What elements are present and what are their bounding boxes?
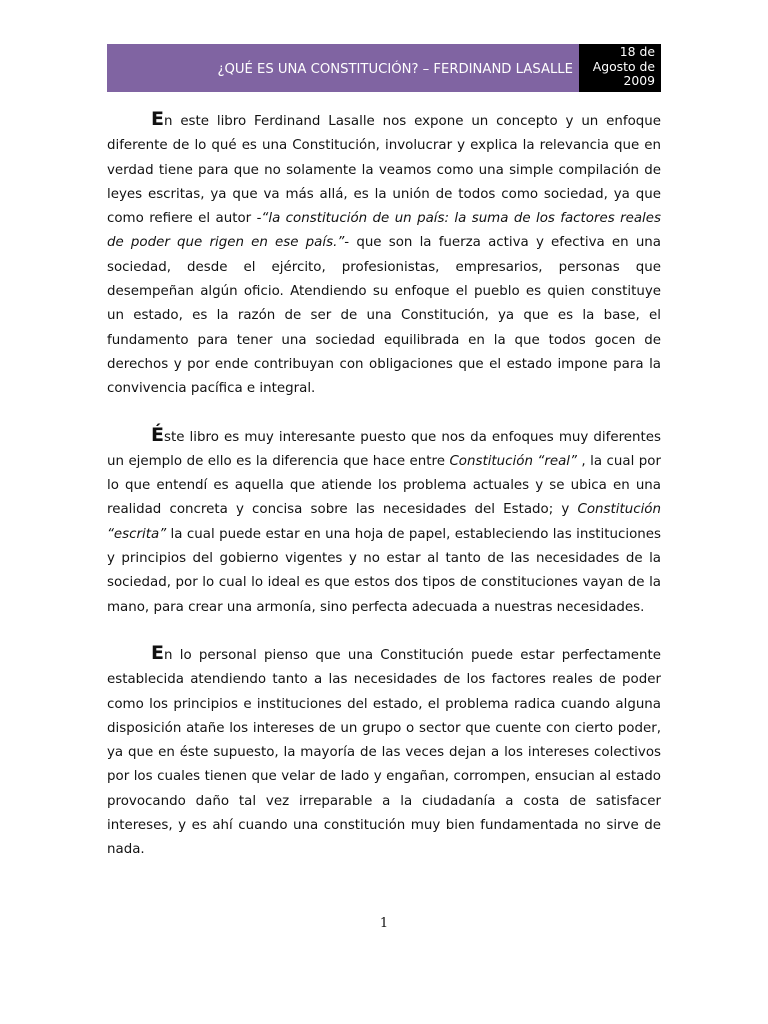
paragraph-text: ste libro es muy interesante puesto que nos da enfoques muy diferentes un ejemplo de ello es la diferencia que hace entre xyxy=(107,429,661,469)
paragraph-3 xyxy=(107,641,661,863)
paragraph-1 xyxy=(107,110,661,402)
page-number: 1 xyxy=(379,916,389,931)
drop-cap: É xyxy=(151,423,164,446)
drop-cap: E xyxy=(151,108,164,130)
quote-italic: “la constitución de un país: la suma de los factores reales de poder que rigen en ese país.” xyxy=(107,211,661,251)
header-date xyxy=(579,44,661,92)
paragraph-text: n este libro Ferdinand Lasalle nos expone un concepto y un enfoque diferente de lo qué es una Constitución, involucrar y explica la relevancia que en verdad tiene para que no solamente la veamos como una simple compilación de leyes escritas, ya que va más allá, es la unión de todos como sociedad, ya que como refiere el autor - xyxy=(107,114,661,227)
paragraph-text: n lo personal pienso que una Constitución puede estar perfectamente establecida atendiendo tanto a las necesidades de los factores reales de poder como los principios e instituciones del estado, el problema radica cuando alguna disposición atañe los intereses de un grupo o sector que cuente con cierto poder, ya que en éste supuesto, la mayoría de las veces dejan a los intereses colectivos por los cuales tienen que velar de lado y engañan, corrompen, ensucian al estado provocando daño tal vez irreparable a la ciudadanía a costa de satisfacer intereses, y es ahí cuando una constitución muy bien fundamentada no sirve de nada. xyxy=(107,647,661,858)
header-date-line: Agosto de xyxy=(592,58,655,74)
header-title: ¿QUÉ ES UNA CONSTITUCIÓN? – FERDINAND LASALLE xyxy=(107,44,579,92)
drop-cap: E xyxy=(151,641,164,664)
header-date-line: 18 de xyxy=(619,44,655,59)
paragraph-text: la cual puede estar en una hoja de papel, estableciendo las instituciones y principios del gobierno vigentes y no estar al tanto de las necesidades de la sociedad, por lo cual lo ideal es que estos dos tipos de constituciones vayan de la mano, para crear una armonía, sino perfecta adecuada a nuestras necesidades. xyxy=(107,526,661,615)
paragraph-2 xyxy=(107,423,661,620)
page-header xyxy=(107,44,661,92)
document-body xyxy=(107,110,661,863)
term-italic: Constitución “escrita” xyxy=(107,502,661,542)
header-date-line: 2009 xyxy=(623,73,655,88)
paragraph-text: - que son la fuerza activa y efectiva en una sociedad, desde el ejército, profesionistas, empresarios, personas que desempeñan algún oficio. Atendiendo su enfoque el pueblo es quien constituye un estado, es la razón de ser de una Constitución, ya que es la base, el fundamento para tener una sociedad equilibrada en la que todos gocen de derechos y por ende contribuyan con obligaciones que el estado impone para la convivencia pacífica e integral. xyxy=(107,235,662,397)
term-italic: Constitución “real” xyxy=(449,453,577,469)
paragraph-text: , la cual por lo que entendí es aquella que atiende los problema actuales y se ubica en una realidad concreta y concisa sobre las necesidades del Estado; y xyxy=(107,453,661,518)
